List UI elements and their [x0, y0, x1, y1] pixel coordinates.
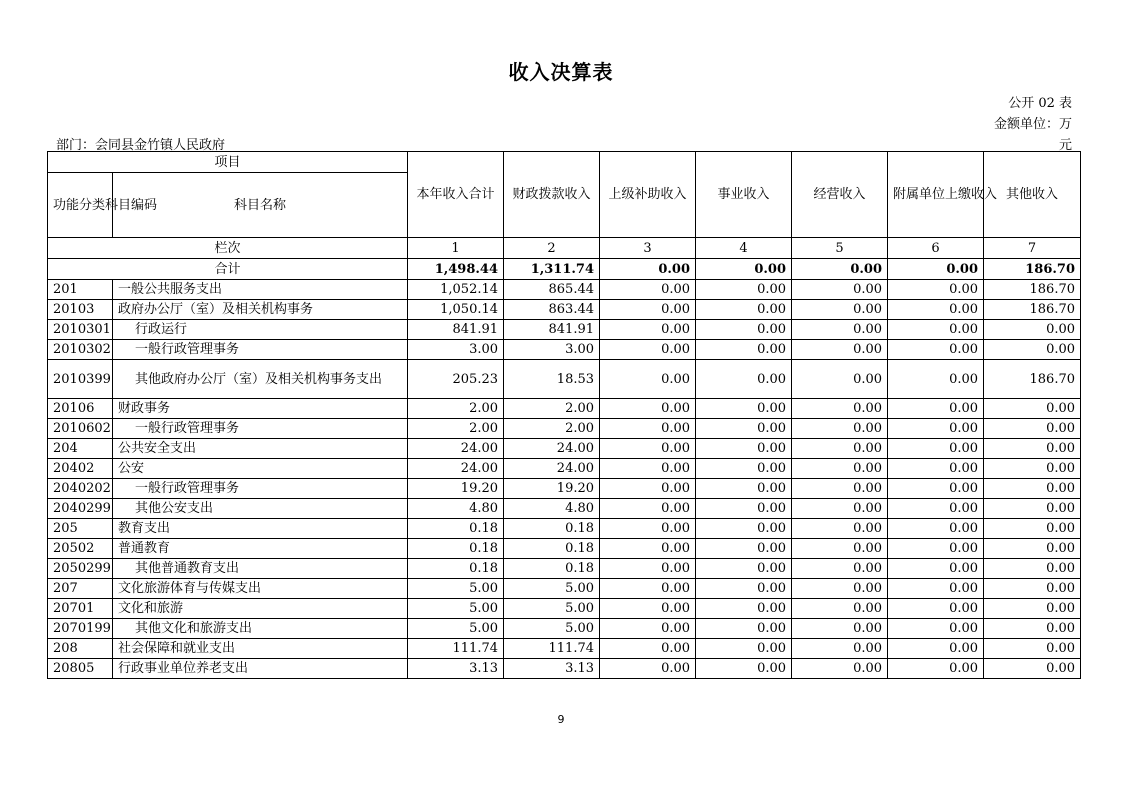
row-value: 0.00 — [888, 659, 984, 679]
row-value: 0.00 — [888, 639, 984, 659]
row-value: 3.00 — [504, 340, 600, 360]
row-code: 20106 — [48, 399, 113, 419]
row-code: 2010302 — [48, 340, 113, 360]
row-value: 1,050.14 — [408, 300, 504, 320]
row-value: 863.44 — [504, 300, 600, 320]
row-value: 0.00 — [696, 459, 792, 479]
table-row — [48, 459, 1081, 479]
col-number: 6 — [888, 238, 984, 259]
row-value: 2.00 — [504, 419, 600, 439]
row-code: 20502 — [48, 539, 113, 559]
row-value: 0.00 — [984, 340, 1081, 360]
row-value: 111.74 — [504, 639, 600, 659]
row-value: 0.00 — [888, 579, 984, 599]
header-col-5: 经营收入 — [792, 152, 888, 238]
row-value: 841.91 — [504, 320, 600, 340]
row-value: 0.00 — [888, 519, 984, 539]
row-value: 5.00 — [408, 579, 504, 599]
table-row — [48, 539, 1081, 559]
row-value: 0.00 — [696, 280, 792, 300]
header-func-code: 功能分类科目编码 — [48, 173, 113, 238]
table-row — [48, 639, 1081, 659]
header-col-4: 事业收入 — [696, 152, 792, 238]
row-value: 5.00 — [504, 599, 600, 619]
row-value: 2.00 — [504, 399, 600, 419]
row-name: 一般行政管理事务 — [113, 419, 408, 439]
department-label: 部门：会同县金竹镇人民政府 — [56, 138, 226, 153]
row-value: 3.13 — [408, 659, 504, 679]
row-value: 0.00 — [696, 340, 792, 360]
row-name: 其他政府办公厅（室）及相关机构事务支出 — [113, 360, 408, 399]
total-value: 0.00 — [792, 259, 888, 280]
table-row — [48, 300, 1081, 320]
row-value: 2.00 — [408, 399, 504, 419]
row-value: 0.00 — [600, 519, 696, 539]
total-label: 合计 — [48, 259, 408, 280]
row-value: 0.00 — [600, 619, 696, 639]
row-value: 0.18 — [504, 519, 600, 539]
row-value: 0.00 — [600, 439, 696, 459]
row-name: 行政事业单位养老支出 — [113, 659, 408, 679]
row-code: 2040202 — [48, 479, 113, 499]
row-value: 0.00 — [984, 519, 1081, 539]
row-value: 0.00 — [888, 599, 984, 619]
row-code: 2010399 — [48, 360, 113, 399]
row-value: 0.00 — [792, 340, 888, 360]
row-value: 0.00 — [984, 439, 1081, 459]
amount-unit-line2: 元 — [1058, 138, 1072, 153]
table-row — [48, 280, 1081, 300]
row-code: 2050299 — [48, 559, 113, 579]
row-value: 5.00 — [408, 599, 504, 619]
row-value: 0.00 — [600, 639, 696, 659]
row-value: 0.00 — [888, 320, 984, 340]
row-value: 0.00 — [696, 419, 792, 439]
row-value: 0.00 — [888, 559, 984, 579]
row-value: 0.00 — [792, 639, 888, 659]
row-code: 2010301 — [48, 320, 113, 340]
row-value: 0.00 — [888, 499, 984, 519]
row-value: 4.80 — [408, 499, 504, 519]
row-value: 0.00 — [696, 599, 792, 619]
row-value: 0.00 — [888, 300, 984, 320]
row-value: 0.00 — [600, 320, 696, 340]
row-code: 2010602 — [48, 419, 113, 439]
row-name: 政府办公厅（室）及相关机构事务 — [113, 300, 408, 320]
row-label: 栏次 — [48, 238, 408, 259]
header-col-2: 财政拨款收入 — [504, 152, 600, 238]
table-row — [48, 659, 1081, 679]
row-value: 0.00 — [792, 419, 888, 439]
table-row — [48, 479, 1081, 499]
row-value: 24.00 — [504, 439, 600, 459]
row-value: 0.00 — [984, 579, 1081, 599]
row-value: 186.70 — [984, 300, 1081, 320]
row-code: 20103 — [48, 300, 113, 320]
table-row — [48, 559, 1081, 579]
row-value: 111.74 — [408, 639, 504, 659]
row-name: 文化和旅游 — [113, 599, 408, 619]
row-value: 0.00 — [984, 619, 1081, 639]
table-row — [48, 419, 1081, 439]
row-value: 0.00 — [600, 599, 696, 619]
row-code: 205 — [48, 519, 113, 539]
row-value: 24.00 — [408, 459, 504, 479]
row-value: 3.00 — [408, 340, 504, 360]
row-value: 19.20 — [504, 479, 600, 499]
row-code: 20402 — [48, 459, 113, 479]
row-code: 201 — [48, 280, 113, 300]
row-value: 0.00 — [696, 639, 792, 659]
income-table — [47, 151, 1081, 679]
row-value: 0.18 — [408, 539, 504, 559]
col-number: 1 — [408, 238, 504, 259]
row-value: 0.00 — [792, 499, 888, 519]
table-row — [48, 439, 1081, 459]
row-code: 20701 — [48, 599, 113, 619]
row-value: 0.00 — [888, 340, 984, 360]
row-name: 普通教育 — [113, 539, 408, 559]
total-value: 186.70 — [984, 259, 1081, 280]
row-value: 0.00 — [696, 439, 792, 459]
total-value: 1,311.74 — [504, 259, 600, 280]
row-value: 841.91 — [408, 320, 504, 340]
header-col-7: 其他收入 — [984, 152, 1081, 238]
row-code: 208 — [48, 639, 113, 659]
amount-unit-line1: 金额单位：万 — [993, 117, 1072, 132]
row-value: 0.00 — [792, 300, 888, 320]
row-name: 公安 — [113, 459, 408, 479]
row-value: 0.00 — [792, 399, 888, 419]
row-value: 0.00 — [888, 619, 984, 639]
row-value: 0.00 — [792, 479, 888, 499]
row-value: 0.00 — [984, 539, 1081, 559]
row-value: 0.00 — [984, 599, 1081, 619]
row-value: 0.00 — [696, 539, 792, 559]
row-value: 0.00 — [696, 300, 792, 320]
table-row — [48, 599, 1081, 619]
total-row — [48, 259, 1081, 280]
row-value: 0.00 — [792, 599, 888, 619]
col-number: 3 — [600, 238, 696, 259]
row-value: 0.00 — [696, 579, 792, 599]
row-value: 0.00 — [696, 320, 792, 340]
table-row — [48, 340, 1081, 360]
row-value: 5.00 — [504, 579, 600, 599]
row-value: 0.00 — [696, 399, 792, 419]
row-value: 0.00 — [792, 559, 888, 579]
col-number: 5 — [792, 238, 888, 259]
table-row — [48, 399, 1081, 419]
row-value: 0.00 — [600, 459, 696, 479]
row-value: 24.00 — [408, 439, 504, 459]
row-value: 0.00 — [600, 559, 696, 579]
row-value: 0.00 — [792, 280, 888, 300]
row-value: 186.70 — [984, 280, 1081, 300]
row-name: 一般行政管理事务 — [113, 479, 408, 499]
row-value: 0.00 — [696, 499, 792, 519]
header-col-3: 上级补助收入 — [600, 152, 696, 238]
table-row — [48, 579, 1081, 599]
total-value: 0.00 — [888, 259, 984, 280]
col-number: 2 — [504, 238, 600, 259]
row-value: 0.00 — [600, 419, 696, 439]
row-name: 财政事务 — [113, 399, 408, 419]
row-name: 其他普通教育支出 — [113, 559, 408, 579]
row-value: 0.00 — [792, 659, 888, 679]
row-value: 3.13 — [504, 659, 600, 679]
row-value: 0.00 — [696, 619, 792, 639]
header-project: 项目 — [48, 152, 408, 173]
row-value: 0.00 — [600, 280, 696, 300]
row-value: 0.00 — [600, 479, 696, 499]
row-value: 0.00 — [984, 499, 1081, 519]
table-row — [48, 360, 1081, 399]
row-value: 0.18 — [408, 519, 504, 539]
row-value: 18.53 — [504, 360, 600, 399]
row-code: 20805 — [48, 659, 113, 679]
row-value: 0.00 — [888, 360, 984, 399]
row-value: 0.00 — [792, 320, 888, 340]
row-value: 0.00 — [600, 340, 696, 360]
row-name: 其他公安支出 — [113, 499, 408, 519]
row-value: 0.00 — [984, 399, 1081, 419]
row-value: 0.00 — [696, 479, 792, 499]
row-value: 0.00 — [984, 479, 1081, 499]
row-value: 0.00 — [600, 399, 696, 419]
header-col-6: 附属单位上缴收入 — [888, 152, 984, 238]
col-number: 4 — [696, 238, 792, 259]
row-value: 5.00 — [504, 619, 600, 639]
row-value: 0.00 — [600, 579, 696, 599]
total-value: 0.00 — [696, 259, 792, 280]
row-code: 204 — [48, 439, 113, 459]
row-value: 0.00 — [792, 459, 888, 479]
row-value: 0.18 — [504, 559, 600, 579]
row-name: 其他文化和旅游支出 — [113, 619, 408, 639]
row-value: 24.00 — [504, 459, 600, 479]
row-value: 0.00 — [888, 459, 984, 479]
row-value: 186.70 — [984, 360, 1081, 399]
table-body — [48, 280, 1081, 679]
row-value: 0.00 — [600, 300, 696, 320]
row-value: 0.00 — [696, 559, 792, 579]
row-code: 207 — [48, 579, 113, 599]
total-value: 0.00 — [600, 259, 696, 280]
row-value: 0.00 — [984, 639, 1081, 659]
row-name: 一般公共服务支出 — [113, 280, 408, 300]
row-value: 0.00 — [984, 459, 1081, 479]
table-row — [48, 320, 1081, 340]
row-value: 0.00 — [696, 659, 792, 679]
row-value: 865.44 — [504, 280, 600, 300]
row-value: 0.00 — [600, 539, 696, 559]
row-value: 0.00 — [600, 360, 696, 399]
header-col-1: 本年收入合计 — [408, 152, 504, 238]
row-value: 0.00 — [984, 559, 1081, 579]
page-title: 收入决算表 — [508, 60, 614, 84]
row-value: 0.00 — [792, 539, 888, 559]
row-value: 0.18 — [504, 539, 600, 559]
row-value: 4.80 — [504, 499, 600, 519]
row-name: 教育支出 — [113, 519, 408, 539]
table-row — [48, 519, 1081, 539]
table-row — [48, 499, 1081, 519]
col-number: 7 — [984, 238, 1081, 259]
row-value: 0.00 — [888, 479, 984, 499]
row-value: 1,052.14 — [408, 280, 504, 300]
row-value: 205.23 — [408, 360, 504, 399]
row-name: 公共安全支出 — [113, 439, 408, 459]
row-value: 0.18 — [408, 559, 504, 579]
row-value: 0.00 — [984, 320, 1081, 340]
row-value: 0.00 — [792, 619, 888, 639]
row-code: 2070199 — [48, 619, 113, 639]
row-value: 0.00 — [888, 439, 984, 459]
row-value: 0.00 — [888, 539, 984, 559]
row-value: 0.00 — [888, 280, 984, 300]
row-code: 2040299 — [48, 499, 113, 519]
page-number: 9 — [557, 713, 565, 726]
table-row — [48, 619, 1081, 639]
row-value: 0.00 — [600, 659, 696, 679]
row-name: 文化旅游体育与传媒支出 — [113, 579, 408, 599]
row-value: 0.00 — [600, 499, 696, 519]
row-name: 社会保障和就业支出 — [113, 639, 408, 659]
row-value: 19.20 — [408, 479, 504, 499]
row-value: 0.00 — [792, 519, 888, 539]
row-value: 0.00 — [984, 659, 1081, 679]
row-value: 5.00 — [408, 619, 504, 639]
row-value: 0.00 — [888, 419, 984, 439]
row-name: 行政运行 — [113, 320, 408, 340]
form-number: 公开 02 表 — [1008, 96, 1072, 111]
row-value: 0.00 — [696, 360, 792, 399]
row-name: 一般行政管理事务 — [113, 340, 408, 360]
row-value: 2.00 — [408, 419, 504, 439]
row-value: 0.00 — [792, 439, 888, 459]
header-subject-name: 科目名称 — [113, 173, 408, 238]
row-value: 0.00 — [792, 579, 888, 599]
row-value: 0.00 — [696, 519, 792, 539]
row-value: 0.00 — [888, 399, 984, 419]
row-value: 0.00 — [792, 360, 888, 399]
total-value: 1,498.44 — [408, 259, 504, 280]
row-value: 0.00 — [984, 419, 1081, 439]
